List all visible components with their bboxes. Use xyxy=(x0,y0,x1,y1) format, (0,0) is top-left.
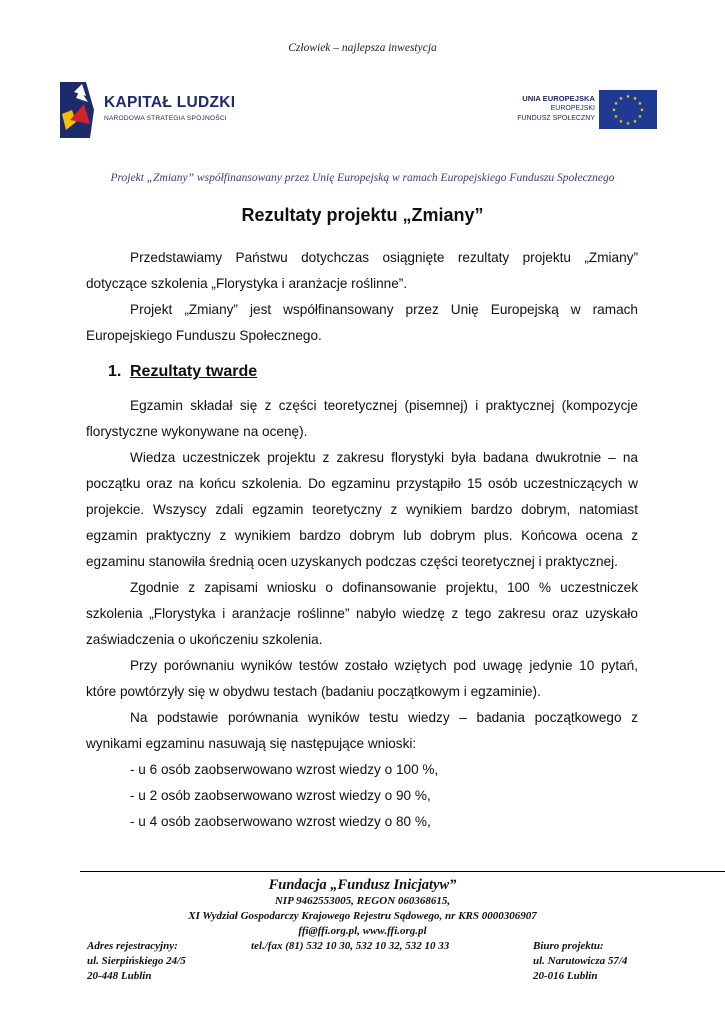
eu-logo-line1: UNIA EUROPEJSKA xyxy=(522,94,595,103)
body-paragraph: Na podstawie porównania wyników testu wiedzy – badania początkowego z wynikami egzaminu nasuwają się następujące wnioski: xyxy=(86,710,638,751)
footer-phone: tel./fax (81) 532 10 30, 532 10 32, 532 10 33 xyxy=(251,940,450,952)
section-number: 1. xyxy=(108,363,122,380)
tagline: Człowiek – najlepsza inwestycja xyxy=(288,42,437,54)
footer-address-city: 20-448 Lublin xyxy=(87,970,152,982)
footer-office-city: 20-016 Lublin xyxy=(533,970,598,982)
list-item: - u 2 osób zaobserwowano wzrost wiedzy o 90 %, xyxy=(130,788,431,803)
body-paragraph: Zgodnie z zapisami wniosku o dofinansowanie projektu, 100 % uczestniczek szkolenia „Florystyka i aranżacje roślinne” nabyło wiedzę z tego zakresu oraz uzyskało zaświadczenia o ukończeniu szkolenia. xyxy=(86,580,638,647)
body-paragraph: Egzamin składał się z części teoretycznej (pisemnej) i praktycznej (kompozycje florystyczne wykonywane na ocenę). xyxy=(86,398,638,439)
kl-logo-title: KAPITAŁ LUDZKI xyxy=(104,94,236,111)
kl-logo-subtitle: NARODOWA STRATEGIA SPÓJNOŚCI xyxy=(104,115,227,122)
eu-logo-line3: FUNDUSZ SPOŁECZNY xyxy=(517,115,595,122)
project-cofinancing-line: Projekt „Zmiany” współfinansowany przez Unię Europejską w ramach Europejskiego Funduszu Społecznego xyxy=(110,172,615,184)
section-title: Rezultaty twarde xyxy=(130,363,258,380)
eu-logo-text xyxy=(480,94,595,124)
footer-address-street: ul. Sierpińskiego 24/5 xyxy=(87,955,186,967)
svg-text:★: ★ xyxy=(632,119,638,125)
svg-text:★: ★ xyxy=(618,96,624,102)
footer-divider xyxy=(80,871,725,872)
footer-contact: ffi@ffi.org.pl, www.ffi.org.pl xyxy=(298,925,427,937)
svg-text:★: ★ xyxy=(611,107,617,114)
intro-paragraph: Projekt „Zmiany” jest współfinansowany przez Unię Europejską w ramach Europejskiego Funduszu Społecznego. xyxy=(86,302,638,343)
svg-text:★: ★ xyxy=(613,101,619,107)
svg-text:★: ★ xyxy=(637,101,643,107)
body-paragraph: Przy porównaniu wyników testów zostało wziętych pod uwagę jedynie 10 pytań, które powtórzyły się w obydwu testach (badaniu początkowym i egzaminie). xyxy=(86,658,638,699)
intro-paragraph: Przedstawiamy Państwu dotychczas osiągnięte rezultaty projektu „Zmiany” dotyczące szkolenia „Florystyka i aranżacje roślinne”. xyxy=(86,250,638,291)
footer-krs: XI Wydział Gospodarczy Krajowego Rejestru Sądowego, nr KRS 0000306907 xyxy=(188,910,537,922)
footer-office-label: Biuro projektu: xyxy=(533,940,604,952)
list-item: - u 6 osób zaobserwowano wzrost wiedzy o 100 %, xyxy=(130,762,439,777)
section-heading xyxy=(86,359,638,385)
eu-logo-line2: EUROPEJSKI xyxy=(550,105,595,112)
footer-office-street: ul. Narutowicza 57/4 xyxy=(533,955,628,967)
svg-text:★: ★ xyxy=(632,96,638,102)
kapital-ludzki-emblem-icon xyxy=(56,80,100,140)
body-paragraph: Wiedza uczestniczek projektu z zakresu florystyki była badana dwukrotnie – na początku oraz na końcu szkolenia. Do egzaminu przystąpiło 15 osób uczestniczących w projekcie. Wszyscy zdali egzamin teoretyczny z wynikiem bardzo dobrym, natomiast egzamin praktyczny z wynikiem bardzo dobrym lub dobrym plus. Końcowa ocena z egzaminu stanowiła średnią ocen uzyskanych podczas części teoretycznej i praktycznej. xyxy=(86,450,638,569)
footer-organization: Fundacja „Fundusz Inicjatyw” xyxy=(268,877,457,893)
document-title: Rezultaty projektu „Zmiany” xyxy=(241,205,484,225)
svg-text:★: ★ xyxy=(637,114,643,120)
document-body xyxy=(86,245,638,835)
eu-flag-icon xyxy=(599,90,657,129)
footer-address-label: Adres rejestracyjny: xyxy=(87,940,178,952)
list-item: - u 4 osób zaobserwowano wzrost wiedzy o 80 %, xyxy=(130,814,431,829)
svg-text:★: ★ xyxy=(639,107,645,114)
svg-text:★: ★ xyxy=(625,94,631,100)
svg-text:★: ★ xyxy=(618,119,624,125)
footer-nip-regon: NIP 9462553005, REGON 060368615, xyxy=(274,895,451,907)
kapital-ludzki-logo xyxy=(56,80,236,140)
svg-text:★: ★ xyxy=(613,114,619,120)
svg-text:★: ★ xyxy=(625,121,631,127)
